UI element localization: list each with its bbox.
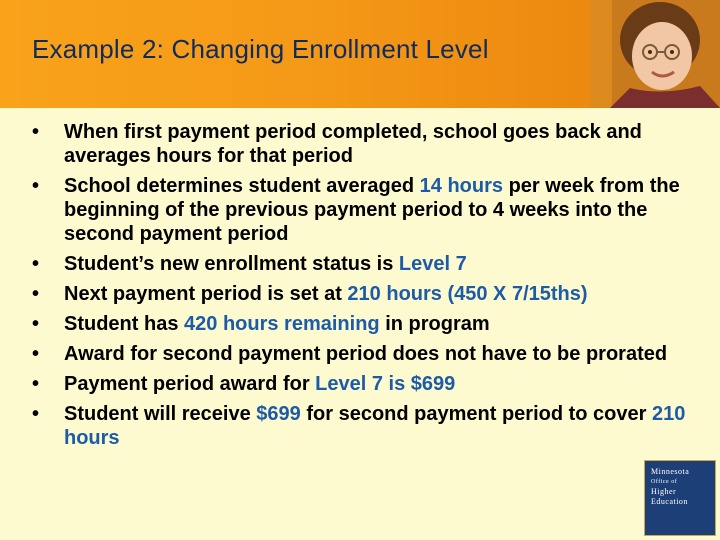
highlighted-text: $699: [256, 403, 301, 425]
bullet-text: Student has: [64, 313, 185, 335]
bullet-dot-icon: •: [32, 403, 40, 425]
logo-line: Office of: [651, 479, 678, 485]
bullet-dot-icon: •: [32, 121, 40, 143]
bullet-dot-icon: •: [32, 313, 40, 335]
bullet-dot-icon: •: [32, 343, 40, 365]
logo-line: Education: [651, 497, 688, 506]
highlighted-text: 210 hours (450 X 7/15ths): [347, 283, 588, 305]
bullet-text: Student’s new enrollment status is: [64, 253, 399, 275]
bullet-text: Student will receive: [64, 403, 257, 425]
slide-title: Example 2: Changing Enrollment Level: [32, 34, 489, 64]
bullet-text: Payment period award for: [64, 373, 316, 395]
bullet-text: per week from the beginning of the previous payment period to 4 weeks into the second payment period: [64, 175, 680, 245]
bullet-text: in program: [379, 313, 490, 335]
bullet-item: [30, 402, 710, 450]
logo-line: Minnesota: [651, 467, 690, 476]
bullet-dot-icon: •: [32, 283, 40, 305]
bullet-dot-icon: •: [32, 373, 40, 395]
highlighted-text: 420 hours remaining: [184, 313, 380, 335]
bullet-text: School determines student averaged: [64, 175, 420, 197]
bullet-item: [30, 372, 710, 396]
slide-header: [0, 0, 720, 108]
child-photo: [590, 0, 720, 108]
bullet-text: Award for second payment period does not have to be prorated: [64, 343, 668, 365]
bullet-text: Next payment period is set at: [64, 283, 348, 305]
bullet-item: [30, 120, 710, 168]
bullet-item: [30, 252, 710, 276]
bullet-text: When first payment period completed, school goes back and averages hours for that period: [64, 121, 642, 167]
highlighted-text: 14 hours: [419, 175, 504, 197]
bullet-item: [30, 282, 710, 306]
highlighted-text: Level 7 is $699: [315, 373, 456, 395]
bullet-item: [30, 342, 710, 366]
bullet-item: [30, 174, 710, 246]
logo-line: Higher: [651, 487, 677, 496]
bullet-dot-icon: •: [32, 253, 40, 275]
bullet-list: [30, 120, 710, 456]
highlighted-text: 210 hours: [64, 403, 686, 449]
bullet-text: for second payment period to cover: [300, 403, 652, 425]
bullet-dot-icon: •: [32, 175, 40, 197]
minnesota-higher-education-logo: [644, 460, 716, 536]
highlighted-text: Level 7: [398, 253, 467, 275]
bullet-item: [30, 312, 710, 336]
